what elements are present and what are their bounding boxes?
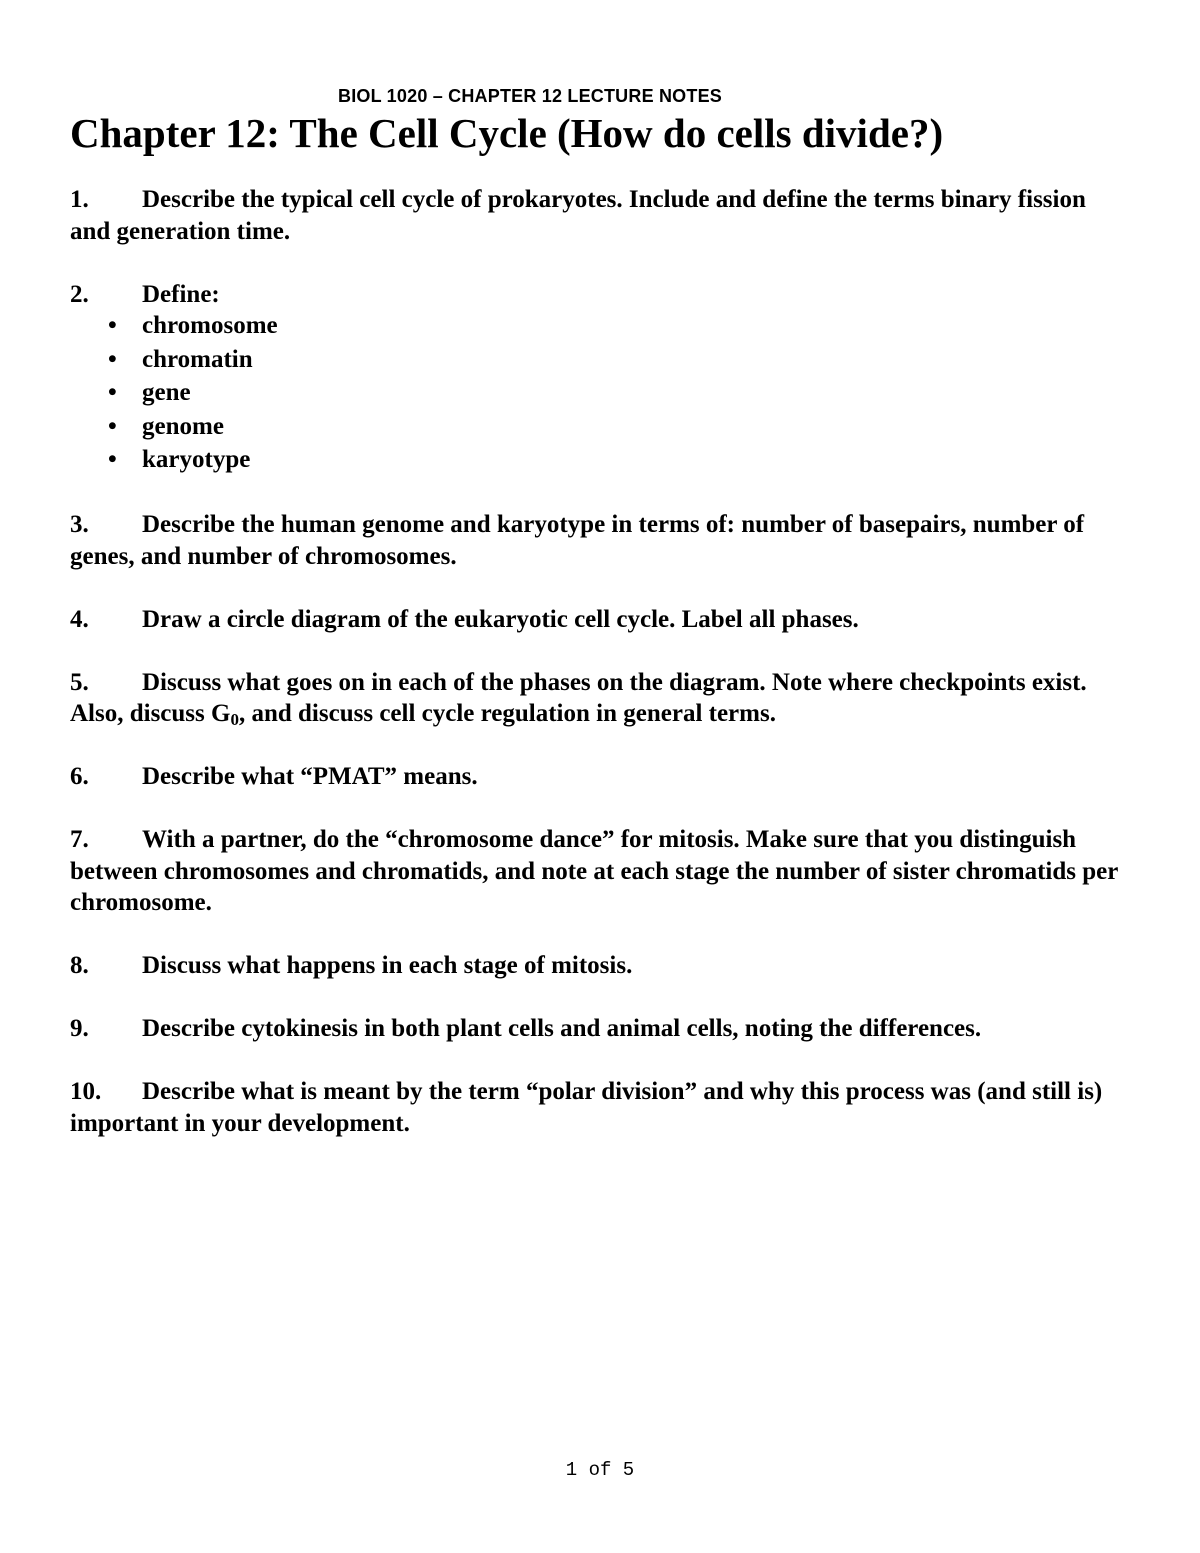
question-number: 8. (70, 952, 89, 979)
question-8 (70, 950, 1130, 982)
question-text: Describe what “PMAT” means. (142, 763, 478, 790)
question-number: 7. (70, 826, 89, 853)
bullet-icon: • (108, 446, 117, 473)
question-4 (70, 604, 1130, 636)
question-text: Describe cytokinesis in both plant cells and animal cells, noting the differences. (142, 1015, 982, 1042)
question-1 (70, 184, 1130, 247)
question-text: Describe the human genome and karyotype in terms of: number of basepairs, number of genes, and number of chromosomes. (70, 511, 1085, 570)
question-number: 3. (70, 511, 89, 538)
question-number: 2. (70, 280, 89, 308)
list-item (70, 344, 1130, 378)
term-label: chromatin (142, 345, 253, 373)
page-number: 1 of 5 (565, 1459, 635, 1481)
subscript: 0 (230, 710, 239, 729)
question-5 (70, 667, 1130, 730)
term-label: gene (142, 379, 191, 406)
question-number: 4. (70, 605, 89, 633)
question-text: Describe the typical cell cycle of prokaryotes. Include and define the terms binary fission and generation time. (70, 186, 1086, 245)
term-label: chromosome (142, 312, 278, 339)
question-text: With a partner, do the “chromosome dance” for mitosis. Make sure that you distinguish between chromosomes and chromatids, and note at each stage the number of sister chromatids per chromosome. (70, 826, 1118, 916)
question-text-continued: , and discuss cell cycle regulation in general terms. (238, 700, 776, 727)
bullet-icon: • (108, 379, 117, 406)
question-10 (70, 1076, 1130, 1139)
term-label: karyotype (142, 446, 251, 473)
question-list (70, 184, 1130, 1171)
bullet-icon: • (108, 412, 117, 440)
question-text: Discuss what goes on in each of the phases on the diagram. Note where checkpoints exist. Also, discuss G (70, 668, 1087, 727)
question-number: 5. (70, 668, 89, 696)
question-2 (70, 279, 1130, 311)
running-header: BIOL 1020 – CHAPTER 12 LECTURE NOTES (338, 86, 722, 106)
bullet-icon: • (108, 345, 117, 373)
question-number: 6. (70, 763, 89, 790)
question-number: 9. (70, 1015, 89, 1042)
question-text: Draw a circle diagram of the eukaryotic cell cycle. Label all phases. (142, 605, 859, 633)
chapter-title: Chapter 12: The Cell Cycle (How do cells divide?) (70, 110, 944, 156)
question-3 (70, 509, 1130, 572)
question-7 (70, 824, 1130, 919)
question-text: Discuss what happens in each stage of mitosis. (142, 952, 633, 979)
question-number: 10. (70, 1078, 102, 1105)
question-6 (70, 761, 1130, 793)
list-item (70, 444, 1130, 478)
list-item (70, 377, 1130, 411)
bullet-icon: • (108, 312, 117, 339)
question-9 (70, 1013, 1130, 1045)
question-text: Define: (142, 280, 220, 308)
question-text: Describe what is meant by the term “polar division” and why this process was (and still is) important in your development. (70, 1078, 1103, 1137)
list-item (70, 310, 1130, 344)
question-number: 1. (70, 186, 89, 213)
term-label: genome (142, 412, 224, 440)
definition-term-list (70, 310, 1130, 478)
list-item (70, 411, 1130, 445)
